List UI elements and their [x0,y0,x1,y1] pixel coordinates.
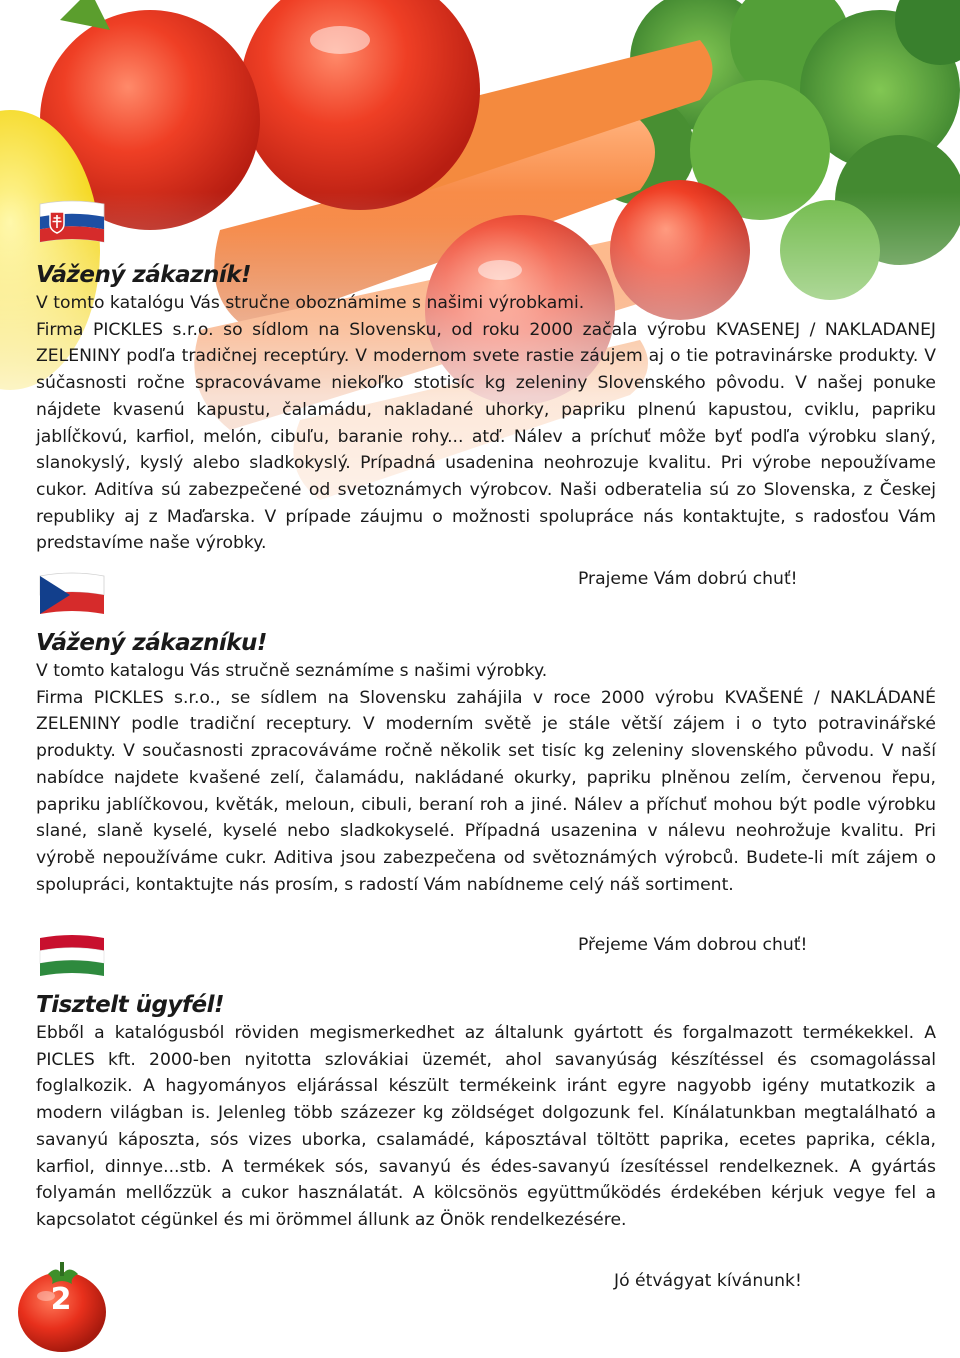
section-hungarian [36,990,936,1234]
intro-czech: V tomto katalogu Vás stručně seznámíme s našimi výrobky. [36,661,548,681]
page-number: 2 [50,1282,72,1317]
greeting-czech: Vážený zákazníku! [36,630,267,656]
body-slovak: Firma PICKLES s.r.o. so sídlom na Slovensku, od roku 2000 začala výrobu KVASENEJ / NAKLADANEJ ZELENINY podľa tradičnej receptúry. V modernom svete rastie záujem aj o tie potravinárske produkty. V súčasnosti ročne spracovávame niekoľko stotisíc kg zeleniny Slovenského pôvodu. V našej ponuke nájdete kvasenú kapustu, čalamádu, nakladané uhorky, papriku plnenú kapustou, cviklu, papriku jablĺčkovú, karfiol, melón, cibuľu, baranie rohy... atď. Nálev a príchuť môže byť podľa výrobku slaný, slanokyslý, kyslý alebo sladkokyslý. Prípadná usadenina neohrozuje kvalitu. Pri výrobe nepoužívame cukor. Aditíva sú zabezpečené od svetoznámych výrobcov. Naši odberatelia sú zo Slovenska, z Českej republiky aj z Maďarska. V prípade záujmu o možnosti spolupráce nás kontaktujte, s radosťou Vám predstavíme naše výrobky. [36,319,936,554]
body-hungarian: Ebből a katalógusból röviden megismerkedhet az általunk gyártott és forgalmazott termékekkel. A PICLES kft. 2000-ben nyitotta szlovákiai üzemét, ahol savanyúság készítéssel és csomagolással foglalkozik. A hagyományos eljárással készült termékeink iránt egyre nagyobb igény mutatkozik a modern világban is. Jelenleg több százezer kg zöldséget dolgozunk fel. Kínálatunkban megtalálható a savanyú káposzta, sós vizes uborka, csalamádé, káposztával töltött paprika, ecetes paprika, cékla, karfiol, dinnye...stb. A termékek sós, savanyú és édes-savanyú ízesítéssel rendelkeznek. A gyártás folyamán mellőzzük a cukor használatát. A kölcsönös együttműködés érdekében kérjuk vegye fel a kapcsolatot cégünkel és mi örömmel állunk az Önök rendelkezésére. [36,1023,936,1230]
body-czech: Firma PICKLES s.r.o., se sídlem na Slovensku zahájila v roce 2000 výrobu KVAŠENÉ / NAKLÁDANÉ ZELENINY podle tradiční receptury. V moderním světě je stále větší zájem i o tyto potravinářské produkty. V současnosti zpracováváme ročně několik set tisíc kg zeleniny slovenského původu. V naší nabídce najdete kvašené zelí, čalamádu, nakládané okurky, papriku plněnou zelím, červenou řepu, papriku jablíčkovou, květák, meloun, cibuli, beraní roh a jiné. Nálev a příchuť mohou být podle výrobku slané, slaně kyselé, kyselé nebo sladkokyselé. Případná usazenina v nálevu neohrožuje kvalitu. Pri výrobě nepoužíváme cukr. Aditiva jsou zabezpečena od světoznámých výrobců. Budete-li mít zájem o spolupráci, kontaktujte nás prosím, s radostí Vám nabídneme celý náš sortiment. [36,687,936,895]
closing-slovak: Prajeme Vám dobrú chuť! [578,569,798,589]
intro-slovak: V tomto katalógu Vás stručne oboznámime s našimi výrobkami. [36,293,585,313]
closing-czech: Přejeme Vám dobrou chuť! [578,935,808,955]
section-slovak [36,260,936,557]
greeting-hungarian: Tisztelt ügyfél! [36,992,224,1018]
section-czech [36,628,936,898]
slovak-flag-icon [38,200,106,246]
greeting-slovak: Vážený zákazník! [36,262,252,288]
closing-hungarian: Jó étvágyat kívánunk! [614,1271,802,1291]
hungarian-flag-icon [38,934,106,980]
czech-flag-icon [38,572,106,618]
